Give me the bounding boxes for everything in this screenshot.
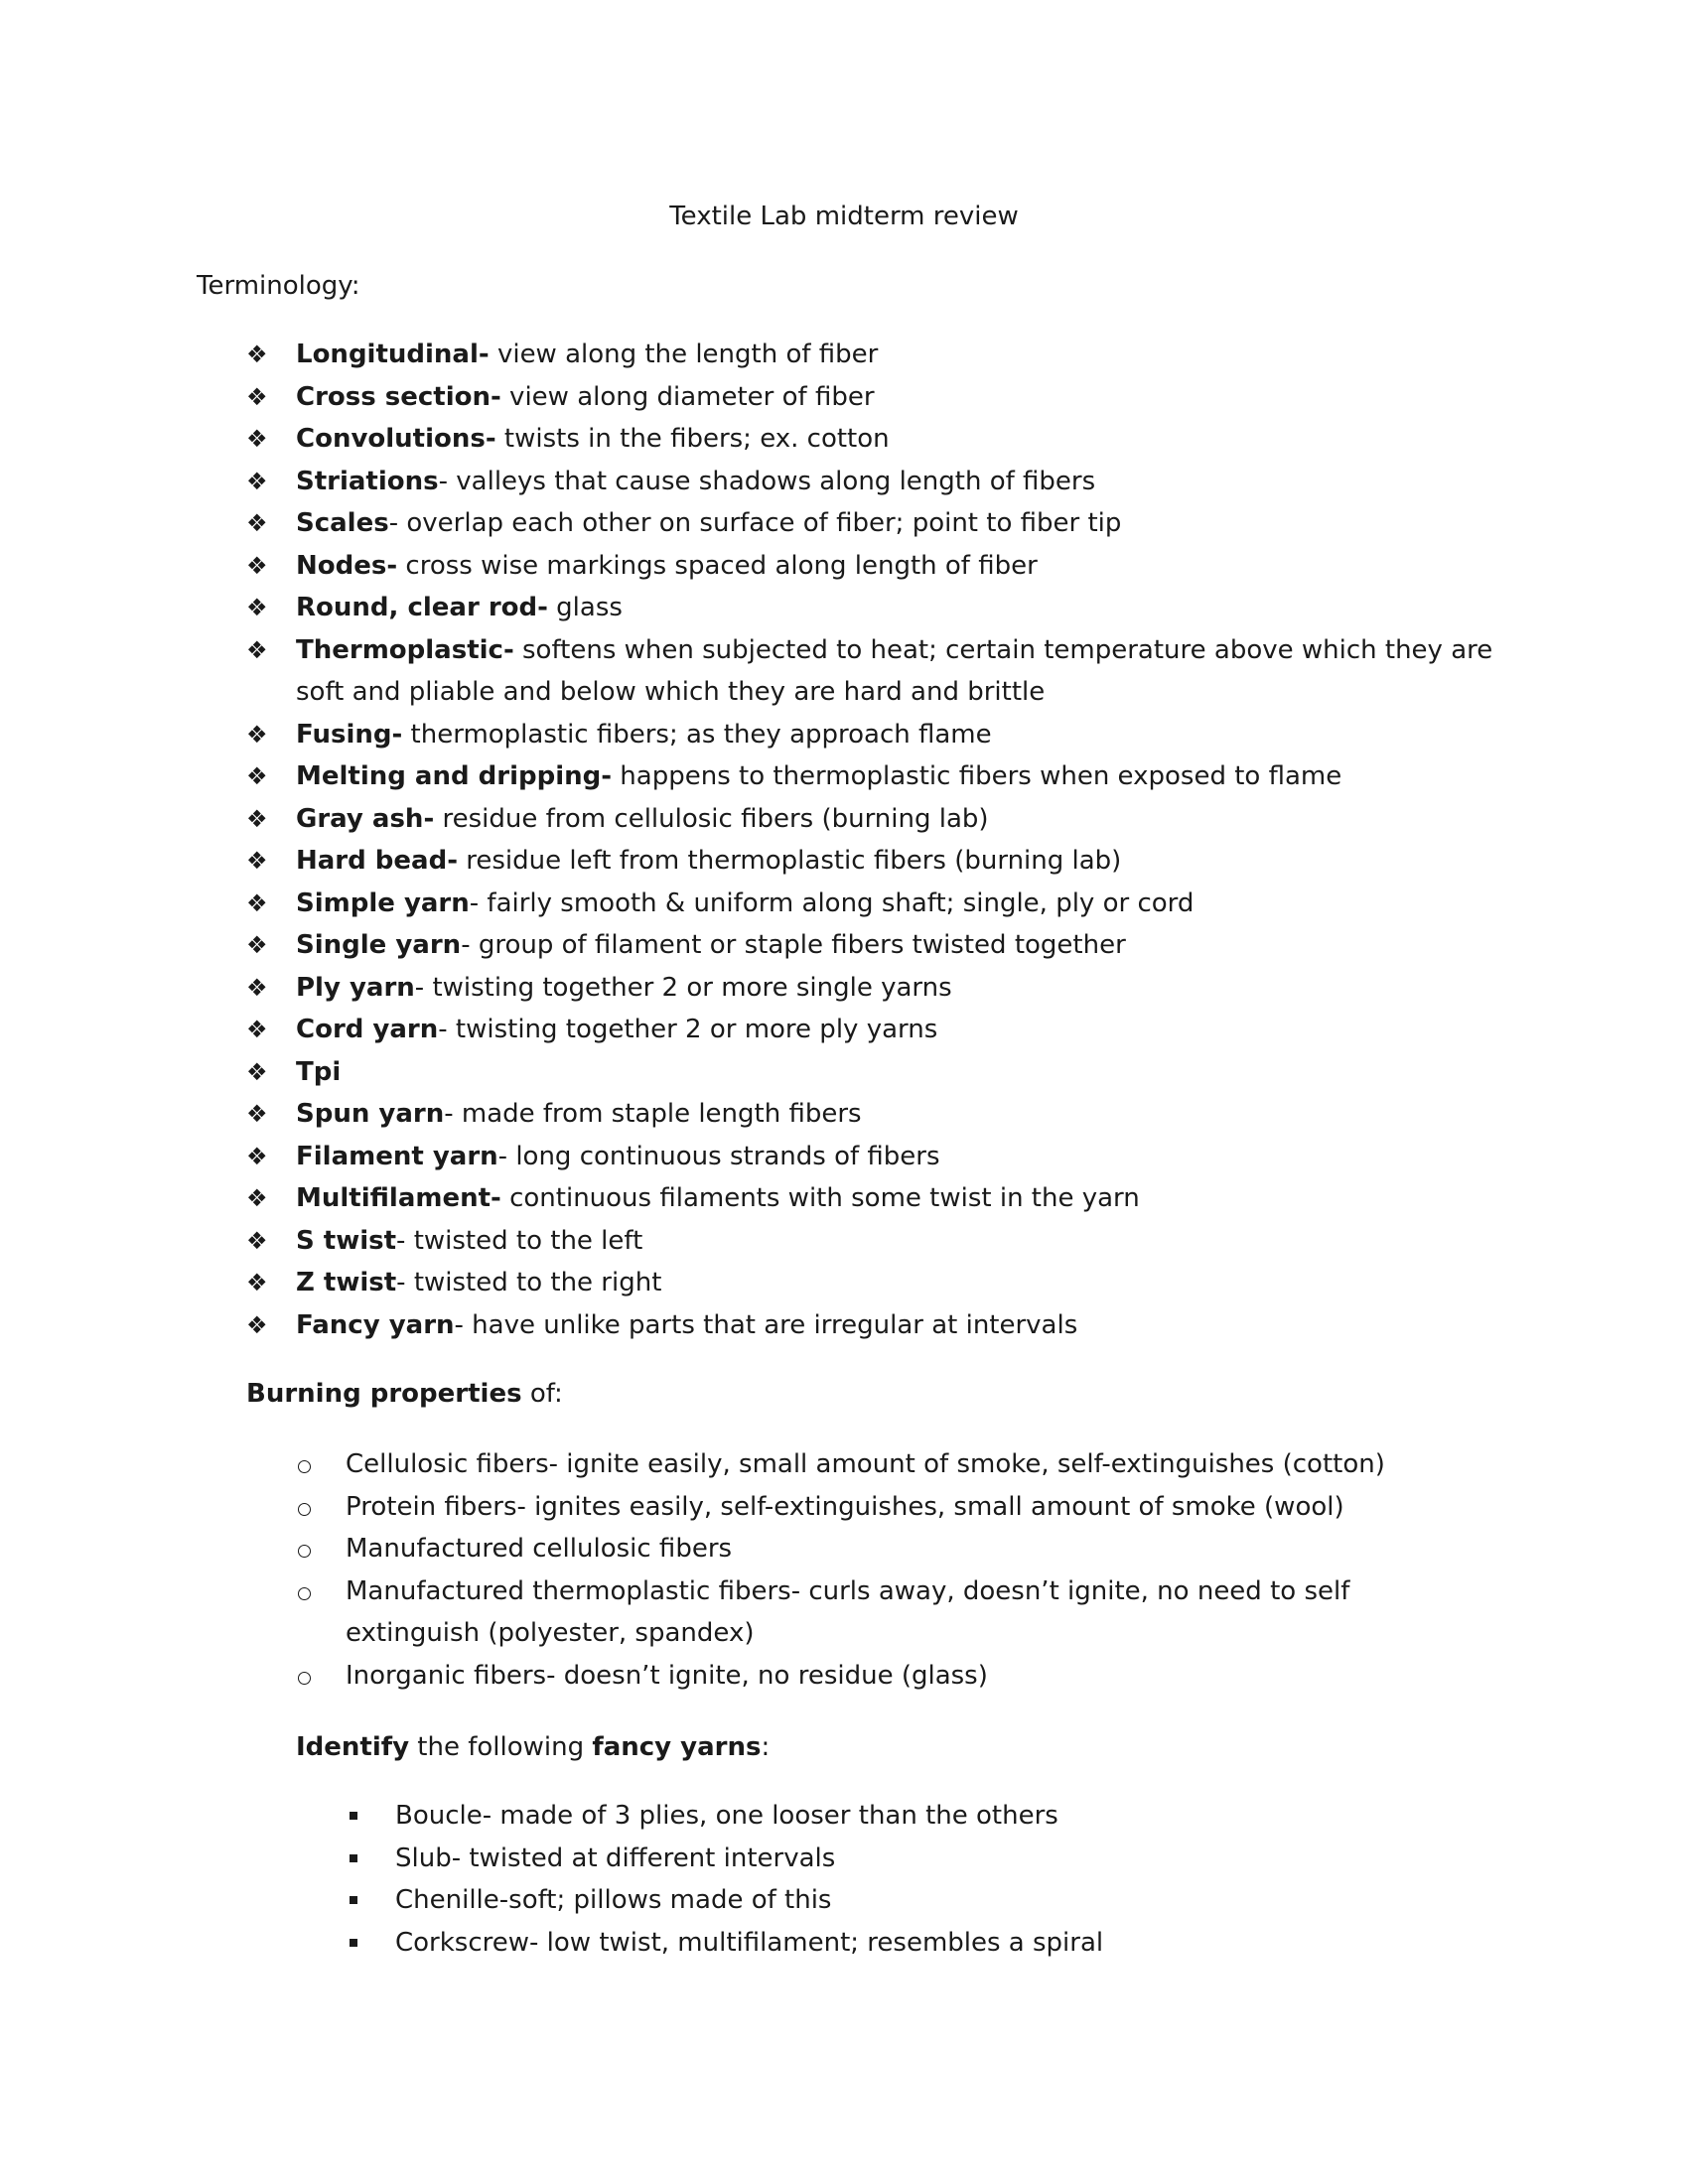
term-definition: - group of filament or staple fibers twisted together: [461, 930, 1126, 960]
term-item: [246, 1220, 1497, 1263]
term-item: [246, 376, 1497, 419]
burning-item-text: Inorganic fibers- doesn’t ignite, no residue (glass): [346, 1660, 988, 1691]
burning-item-text: Manufactured cellulosic fibers: [346, 1534, 733, 1564]
fancy-yarn-text: Boucle- made of 3 plies, one looser than the others: [395, 1801, 1058, 1831]
diamond-bullet-icon: ❖: [246, 1100, 268, 1128]
term-definition: softens when subjected to heat; certain temperature above which they are soft and pliable and below which they are hard and brittle: [296, 634, 1493, 707]
diamond-bullet-icon: ❖: [246, 1142, 268, 1170]
square-bullet-icon: [350, 1854, 357, 1862]
term-name: Round, clear rod-: [296, 593, 548, 622]
term-item: [246, 798, 1497, 841]
term-name: Z twist: [296, 1268, 397, 1297]
fancy-yarn-item: [346, 1922, 1438, 1965]
term-item: [246, 1136, 1497, 1178]
fancy-yarn-item: [346, 1838, 1438, 1880]
term-name: Cord yarn: [296, 1015, 439, 1044]
square-bullet-icon: [350, 1896, 357, 1904]
diamond-bullet-icon: ❖: [246, 1310, 268, 1339]
term-name: Cross section-: [296, 381, 501, 412]
document-title: Textile Lab midterm review: [669, 202, 1019, 231]
term-name: Striations: [296, 466, 439, 496]
diamond-bullet-icon: ❖: [246, 1057, 268, 1086]
term-item: [246, 629, 1497, 714]
circle-bullet-icon: [298, 1503, 311, 1516]
term-item: [246, 334, 1497, 376]
diamond-bullet-icon: ❖: [246, 341, 268, 368]
term-item: [246, 587, 1497, 629]
burning-item-text: Protein fibers- ignites easily, self-extinguishes, small amount of smoke (wool): [346, 1491, 1344, 1522]
diamond-bullet-icon: ❖: [246, 551, 268, 580]
term-item: [246, 924, 1497, 967]
burning-item: [296, 1528, 1487, 1570]
term-name: Ply yarn: [296, 972, 415, 1003]
term-definition: - twisted to the right: [396, 1268, 662, 1297]
term-name: Gray ash-: [296, 803, 435, 834]
fancy-yarn-text: Corkscrew- low twist, multifilament; resembles a spiral: [395, 1927, 1104, 1958]
term-item: [246, 840, 1497, 883]
circle-bullet-icon: [298, 1587, 311, 1600]
term-item: [246, 418, 1497, 461]
term-definition: - made from staple length fibers: [444, 1099, 862, 1129]
term-name: Fancy yarn: [296, 1309, 455, 1340]
term-definition: - long continuous strands of fibers: [497, 1141, 940, 1171]
burning-item: [296, 1655, 1487, 1698]
diamond-bullet-icon: ❖: [246, 594, 268, 621]
term-item: [246, 461, 1497, 503]
terminology-list: [246, 334, 1497, 1346]
term-name: Longitudinal-: [296, 340, 490, 369]
burning-properties-list: [296, 1443, 1487, 1697]
circle-bullet-icon: [298, 1460, 311, 1473]
term-name: Nodes-: [296, 550, 398, 581]
diamond-bullet-icon: ❖: [246, 762, 268, 790]
burning-item-text: Manufactured thermoplastic fibers- curls away, doesn’t ignite, no need to self extinguish (polyester, spandex): [346, 1575, 1350, 1648]
term-definition: cross wise markings spaced along length of fiber: [397, 550, 1038, 581]
diamond-bullet-icon: ❖: [246, 1269, 268, 1297]
diamond-bullet-icon: ❖: [246, 635, 268, 664]
fancy-yarn-text: Chenille-soft; pillows made of this: [395, 1885, 832, 1915]
identify-colon: :: [761, 1732, 771, 1762]
term-name: Melting and dripping-: [296, 761, 613, 791]
diamond-bullet-icon: ❖: [246, 1016, 268, 1043]
term-item: [246, 883, 1497, 925]
diamond-bullet-icon: ❖: [246, 720, 268, 749]
circle-bullet-icon: [298, 1545, 311, 1558]
terminology-label: Terminology:: [197, 271, 360, 301]
term-item: [246, 1051, 1497, 1094]
term-definition: residue from cellulosic fibers (burning lab): [434, 803, 989, 834]
diamond-bullet-icon: ❖: [246, 382, 268, 411]
term-item: [246, 1304, 1497, 1347]
burning-properties-heading: [246, 1376, 563, 1412]
term-name: Convolutions-: [296, 424, 496, 454]
fancy-yarn-text: Slub- twisted at different intervals: [395, 1843, 836, 1873]
term-definition: view along diameter of fiber: [500, 381, 875, 412]
diamond-bullet-icon: ❖: [246, 425, 268, 453]
term-name: Filament yarn: [296, 1141, 498, 1171]
term-item: [246, 1009, 1497, 1051]
term-definition: - valleys that cause shadows along length of fibers: [438, 466, 1096, 496]
burning-item-text: Cellulosic fibers- ignite easily, small amount of smoke, self-extinguishes (cotton): [346, 1449, 1385, 1479]
term-item: [246, 755, 1497, 798]
fancy-yarn-item: [346, 1795, 1438, 1838]
term-definition: view along the length of fiber: [489, 340, 879, 369]
term-definition: - twisted to the left: [396, 1225, 643, 1256]
term-item: [246, 714, 1497, 756]
term-name: Hard bead-: [296, 846, 458, 876]
circle-bullet-icon: [298, 1672, 311, 1685]
diamond-bullet-icon: ❖: [246, 804, 268, 833]
diamond-bullet-icon: ❖: [246, 931, 268, 959]
burning-item: [296, 1443, 1487, 1486]
term-name: Thermoplastic-: [296, 634, 514, 665]
term-item: [246, 502, 1497, 545]
term-name: Multifilament-: [296, 1183, 501, 1213]
fancy-yarns-list: [346, 1795, 1438, 1964]
diamond-bullet-icon: ❖: [246, 509, 268, 537]
term-item: [246, 1177, 1497, 1220]
square-bullet-icon: [350, 1939, 357, 1947]
diamond-bullet-icon: ❖: [246, 888, 268, 917]
term-definition: - fairly smooth & uniform along shaft; single, ply or cord: [469, 887, 1195, 918]
square-bullet-icon: [350, 1812, 357, 1820]
term-definition: - have unlike parts that are irregular at intervals: [454, 1309, 1078, 1340]
diamond-bullet-icon: ❖: [246, 467, 268, 495]
term-definition: twists in the fibers; ex. cotton: [495, 424, 890, 454]
term-name: Simple yarn: [296, 887, 470, 918]
term-name: S twist: [296, 1225, 397, 1256]
term-definition: - overlap each other on surface of fiber; point to fiber tip: [388, 508, 1122, 538]
term-name: Fusing-: [296, 719, 403, 750]
term-definition: - twisting together 2 or more ply yarns: [438, 1015, 938, 1044]
term-item: [246, 1262, 1497, 1304]
term-definition: - twisting together 2 or more single yarns: [414, 972, 952, 1003]
term-name: Spun yarn: [296, 1099, 445, 1129]
identify-bold: Identify: [296, 1732, 410, 1762]
fancy-yarn-item: [346, 1879, 1438, 1922]
burning-item: [296, 1570, 1487, 1655]
term-definition: thermoplastic fibers; as they approach flame: [402, 719, 992, 750]
burning-item: [296, 1486, 1487, 1529]
fancy-yarns-bold: fancy yarns: [592, 1732, 762, 1762]
burning-heading-rest: of:: [521, 1379, 563, 1409]
identify-heading: [296, 1729, 770, 1765]
term-definition: happens to thermoplastic fibers when exposed to flame: [612, 761, 1342, 791]
term-item: [246, 1093, 1497, 1136]
diamond-bullet-icon: ❖: [246, 1226, 268, 1255]
diamond-bullet-icon: ❖: [246, 1184, 268, 1212]
term-definition: glass: [547, 593, 623, 622]
term-definition: continuous filaments with some twist in the yarn: [500, 1183, 1140, 1213]
term-name: Scales: [296, 508, 389, 538]
diamond-bullet-icon: ❖: [246, 847, 268, 875]
term-item: [246, 967, 1497, 1010]
term-name: Single yarn: [296, 930, 462, 960]
identify-text: the following: [409, 1732, 593, 1762]
term-name: Tpi: [296, 1056, 342, 1087]
term-definition: residue left from thermoplastic fibers (burning lab): [457, 846, 1122, 876]
diamond-bullet-icon: ❖: [246, 973, 268, 1002]
term-item: [246, 545, 1497, 588]
burning-heading-bold: Burning properties: [246, 1379, 522, 1409]
